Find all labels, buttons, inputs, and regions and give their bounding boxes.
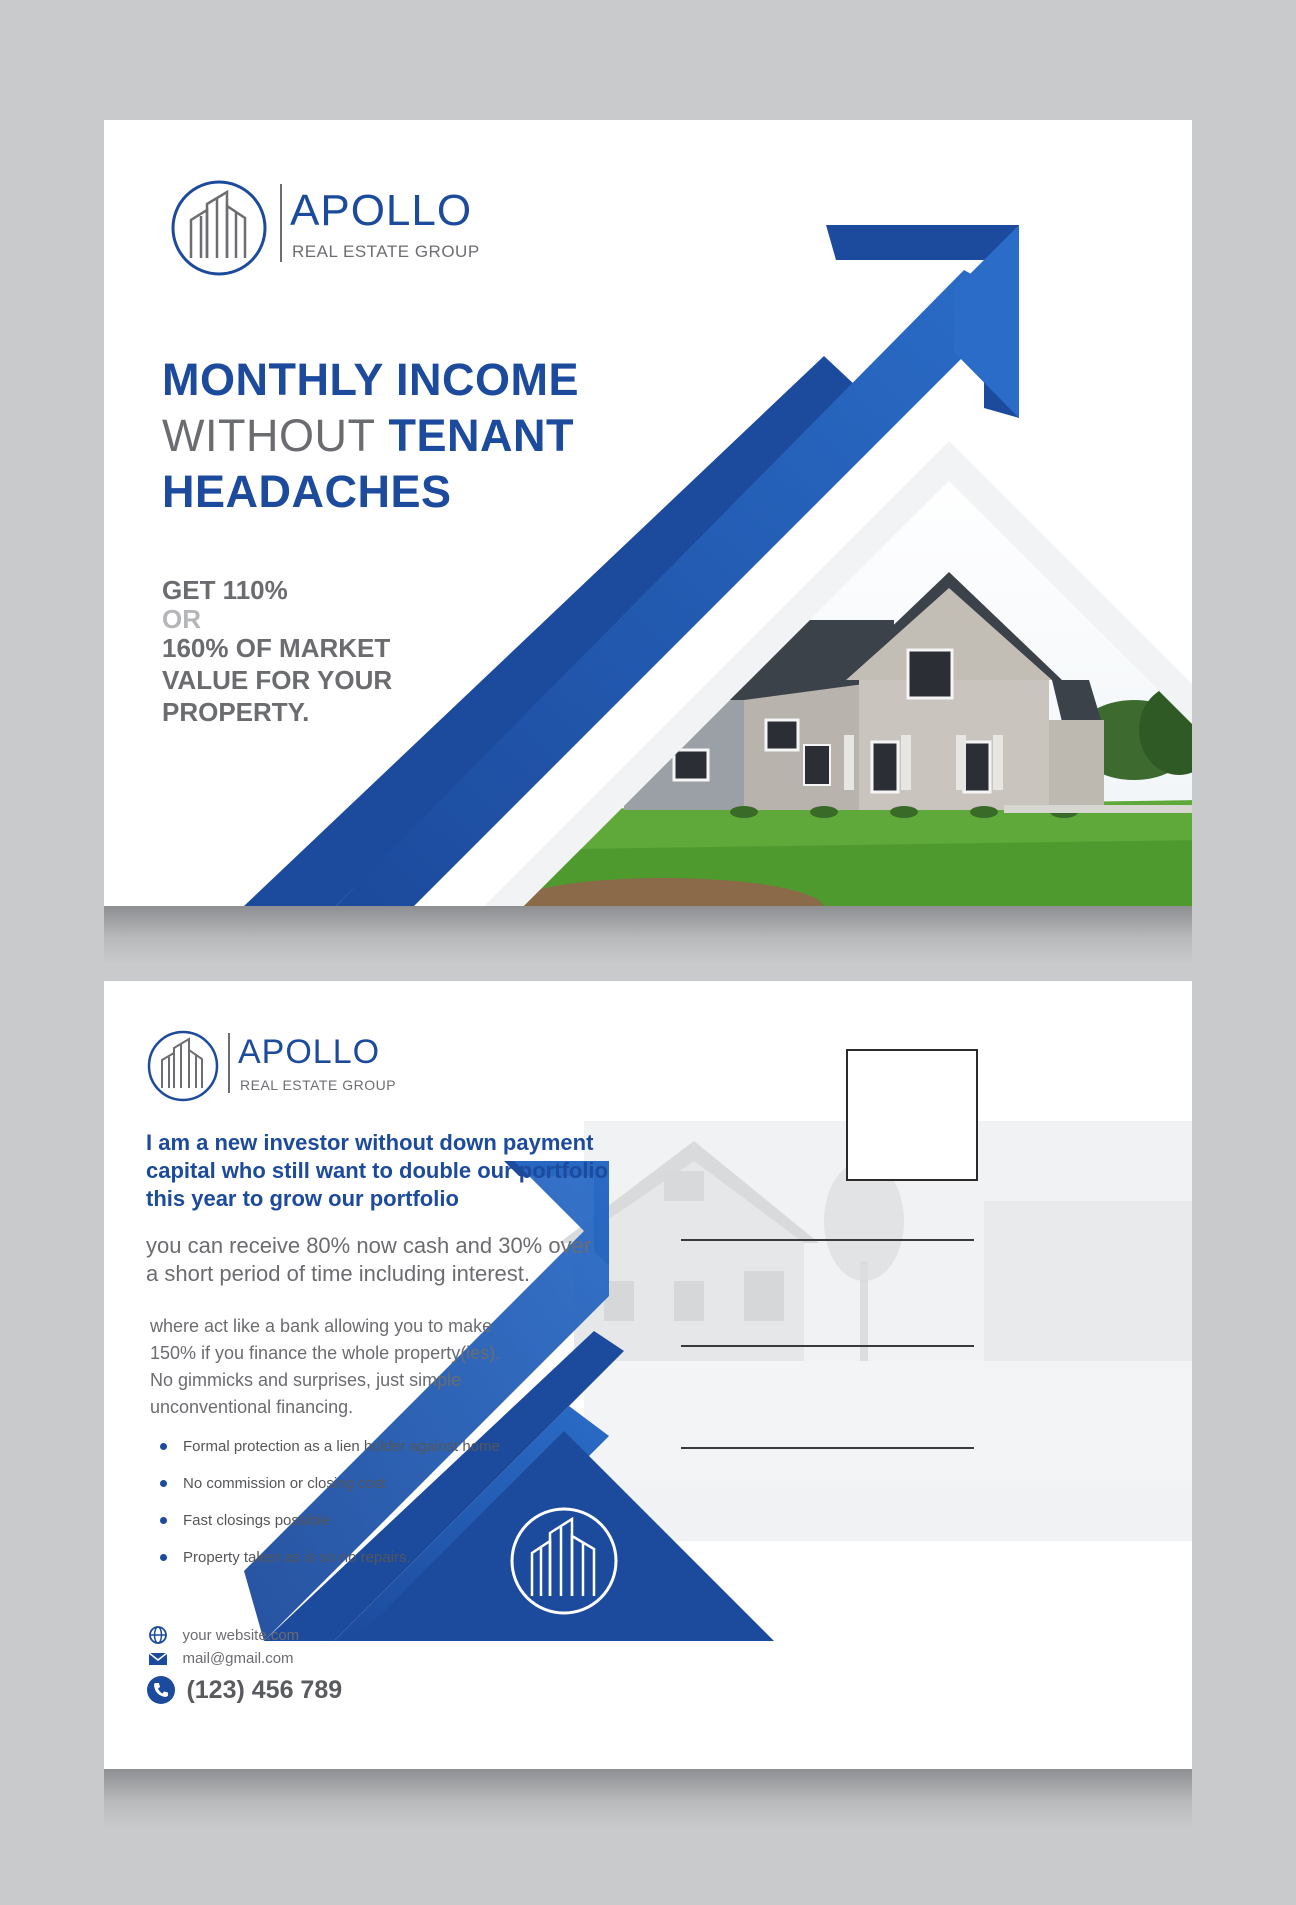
body-line-3: No gimmicks and surprises, just simple <box>150 1370 462 1390</box>
headline-line-2-bold: TENANT <box>388 410 574 461</box>
phone-icon <box>146 1675 176 1705</box>
bullet-dot-icon <box>160 1554 167 1561</box>
brand-tagline: REAL ESTATE GROUP <box>292 242 480 261</box>
logo-divider-back <box>228 1033 230 1093</box>
email-text: mail@gmail.com <box>182 1650 294 1668</box>
building-logo-icon <box>169 178 269 278</box>
body-line-4: unconventional financing. <box>150 1397 354 1417</box>
building-logo-icon <box>146 1029 220 1103</box>
offer-line-5: PROPERTY. <box>162 697 310 727</box>
offer-line-1: GET 110% <box>162 575 288 605</box>
contact-email[interactable] <box>148 1650 294 1668</box>
headline-line-1: MONTHLY INCOME <box>162 354 580 405</box>
list-item: Property taken as is so no repairs. <box>160 1548 560 1585</box>
mail-icon <box>148 1651 168 1667</box>
brand-logo-back <box>146 1029 220 1103</box>
bullet-dot-icon <box>160 1443 167 1450</box>
bullet-dot-icon <box>160 1480 167 1487</box>
front-card-shadow <box>104 906 1192 964</box>
offer-text <box>162 574 462 728</box>
body-line-1: where act like a bank allowing you to make <box>150 1316 493 1336</box>
headline-line-2-thin: WITHOUT <box>162 410 376 461</box>
offer-line-4: VALUE FOR YOUR <box>162 665 393 695</box>
brand-name: APOLLO <box>290 186 473 235</box>
offer-line-3: 160% OF MARKET <box>162 633 391 663</box>
back-card-shadow <box>104 1769 1192 1827</box>
headline-line-3: HEADACHES <box>162 466 452 517</box>
contact-phone[interactable] <box>146 1675 342 1705</box>
list-item: Formal protection as a lien holder against home <box>160 1437 560 1474</box>
sub-line-2: a short period of time including interest. <box>146 1261 530 1286</box>
body-text <box>150 1313 570 1421</box>
contact-website[interactable] <box>148 1625 299 1645</box>
bullet-dot-icon <box>160 1517 167 1524</box>
website-text: your website.com <box>182 1626 300 1644</box>
postcard-back <box>104 981 1192 1769</box>
lead-line-1: I am a new investor without down payment <box>146 1130 594 1155</box>
benefits-list <box>160 1437 560 1585</box>
list-item: Fast closings possible <box>160 1511 560 1548</box>
phone-text: (123) 456 789 <box>186 1675 343 1704</box>
headline <box>162 352 682 520</box>
logo-divider <box>280 184 282 262</box>
brand-tagline-back: REAL ESTATE GROUP <box>240 1077 397 1093</box>
sub-text <box>146 1232 706 1288</box>
brand-name-back: APOLLO <box>238 1033 381 1071</box>
lead-text <box>146 1129 706 1213</box>
globe-icon <box>148 1625 168 1645</box>
postcard-front <box>104 120 1192 906</box>
body-line-2: 150% if you finance the whole property(ies). <box>150 1343 501 1363</box>
list-item: No commission or closing cost <box>160 1474 560 1511</box>
offer-line-2: OR <box>162 604 201 634</box>
brand-logo <box>169 178 269 278</box>
sub-line-1: you can receive 80% now cash and 30% over <box>146 1233 592 1258</box>
lead-line-2: capital who still want to double our portfolio <box>146 1158 608 1183</box>
lead-line-3: this year to grow our portfolio <box>146 1186 459 1211</box>
